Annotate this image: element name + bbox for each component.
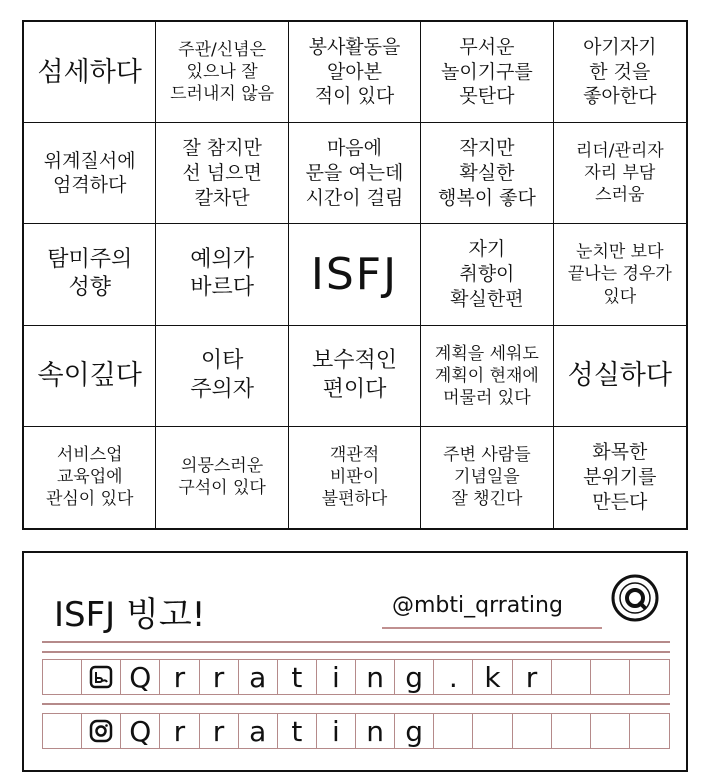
bingo-cell-text: 성실하다 <box>567 360 672 392</box>
empty-box <box>43 714 82 748</box>
empty-box <box>434 714 473 748</box>
bingo-cell-text: 보수적인 편이다 <box>311 348 397 402</box>
empty-box <box>552 714 591 748</box>
bingo-board <box>22 20 688 530</box>
bingo-cell[interactable] <box>421 123 553 224</box>
url-char: . <box>434 660 473 694</box>
bingo-cell[interactable] <box>156 326 288 427</box>
empty-box <box>552 660 591 694</box>
bingo-cell[interactable] <box>289 326 421 427</box>
bingo-cell-text: 잘 참지만 선 넘으면 칼차단 <box>182 137 262 209</box>
empty-box <box>43 660 82 694</box>
bingo-cell-text: 위계질서에 엄격하다 <box>43 149 136 197</box>
url-char: g <box>395 714 434 748</box>
bingo-cell-text: 객관적 비판이 불편하다 <box>321 445 388 510</box>
bingo-cell-text: 이타 주의자 <box>190 348 254 402</box>
bingo-cell-center[interactable] <box>289 224 421 325</box>
rule-line <box>42 703 670 705</box>
bingo-cell-text: 속이깊다 <box>37 360 142 392</box>
bingo-cell[interactable] <box>289 427 421 528</box>
bingo-title: ISFJ 빙고! <box>54 595 206 635</box>
empty-box <box>630 660 669 694</box>
bingo-cell[interactable] <box>421 427 553 528</box>
url-char: t <box>278 714 317 748</box>
url-char: n <box>356 714 395 748</box>
bingo-cell[interactable] <box>24 224 156 325</box>
bingo-cell-text: 자기 취향이 확실한편 <box>450 238 524 310</box>
bingo-cell-text: 리더/관리자 자리 부담 스러움 <box>575 141 664 206</box>
bingo-cell-text: 작지만 확실한 행복이 좋다 <box>437 137 536 209</box>
url-char: k <box>473 660 512 694</box>
bingo-cell-text: 예의가 바르다 <box>190 246 254 301</box>
instagram-icon <box>82 714 121 748</box>
bingo-cell[interactable] <box>554 224 686 325</box>
bingo-cell[interactable] <box>421 326 553 427</box>
url-char: Q <box>121 714 160 748</box>
url-row-blog[interactable] <box>42 659 670 695</box>
url-char: n <box>356 660 395 694</box>
bingo-cell[interactable] <box>156 22 288 123</box>
bingo-cell-text: 의뭉스러운 구석이 있다 <box>178 456 266 499</box>
bingo-cell[interactable] <box>156 224 288 325</box>
empty-box <box>591 714 630 748</box>
bingo-cell-text: 무서운 놀이기구를 못탄다 <box>441 36 533 108</box>
bingo-cell[interactable] <box>24 326 156 427</box>
bingo-cell[interactable] <box>421 22 553 123</box>
instagram-handle[interactable]: @mbti_qrrating <box>392 593 563 618</box>
url-row-instagram[interactable] <box>42 713 670 749</box>
bingo-cell[interactable] <box>289 123 421 224</box>
url-char: r <box>160 714 199 748</box>
url-char: a <box>239 714 278 748</box>
bingo-cell-text: 계획을 세워도 계획이 현재에 머물러 있다 <box>434 343 539 408</box>
qrrating-logo-icon <box>610 573 660 623</box>
bingo-cell-text: 눈치만 보다 끝나는 경우가 있다 <box>567 242 672 307</box>
empty-box <box>630 714 669 748</box>
bingo-cell[interactable] <box>421 224 553 325</box>
blog-icon <box>82 660 121 694</box>
bingo-cell[interactable] <box>156 123 288 224</box>
bingo-card-footer <box>22 551 688 772</box>
url-char: a <box>239 660 278 694</box>
bingo-cell[interactable] <box>24 123 156 224</box>
bingo-cell-text: 서비스업 교육업에 관심이 있다 <box>45 445 134 510</box>
url-char: Q <box>121 660 160 694</box>
url-char: t <box>278 660 317 694</box>
empty-box <box>473 714 512 748</box>
bingo-cell-text: 화목한 분위기를 만든다 <box>583 441 657 513</box>
url-char: r <box>513 660 552 694</box>
empty-box <box>513 714 552 748</box>
empty-box <box>591 660 630 694</box>
bingo-cell-text: 봉사활동을 알아본 적이 있다 <box>308 36 401 108</box>
handle-underline <box>382 627 602 629</box>
bingo-cell-text: 섬세하다 <box>37 56 142 88</box>
bingo-cell[interactable] <box>554 326 686 427</box>
bingo-cell-text: ISFJ <box>310 248 399 300</box>
bingo-cell[interactable] <box>289 22 421 123</box>
bingo-cell[interactable] <box>554 427 686 528</box>
bingo-cell[interactable] <box>554 123 686 224</box>
url-char: r <box>160 660 199 694</box>
bingo-cell-text: 아기자기 한 것을 좋아한다 <box>583 36 657 108</box>
url-char: i <box>317 660 356 694</box>
bingo-cell[interactable] <box>554 22 686 123</box>
rule-line <box>42 651 670 653</box>
url-char: g <box>395 660 434 694</box>
url-char: i <box>317 714 356 748</box>
bingo-cell-text: 주변 사람들 기념일을 잘 챙긴다 <box>443 445 531 510</box>
url-char: r <box>200 660 239 694</box>
rule-line <box>42 641 670 643</box>
bingo-cell[interactable] <box>24 427 156 528</box>
bingo-cell-text: 탐미주의 성향 <box>47 246 133 301</box>
url-char: r <box>200 714 239 748</box>
bingo-cell[interactable] <box>156 427 288 528</box>
bingo-cell-text: 주관/신념은 있으나 잘 드러내지 않음 <box>170 39 275 105</box>
bingo-cell-text: 마음에 문을 여는데 시간이 걸림 <box>305 137 404 209</box>
bingo-cell[interactable] <box>24 22 156 123</box>
